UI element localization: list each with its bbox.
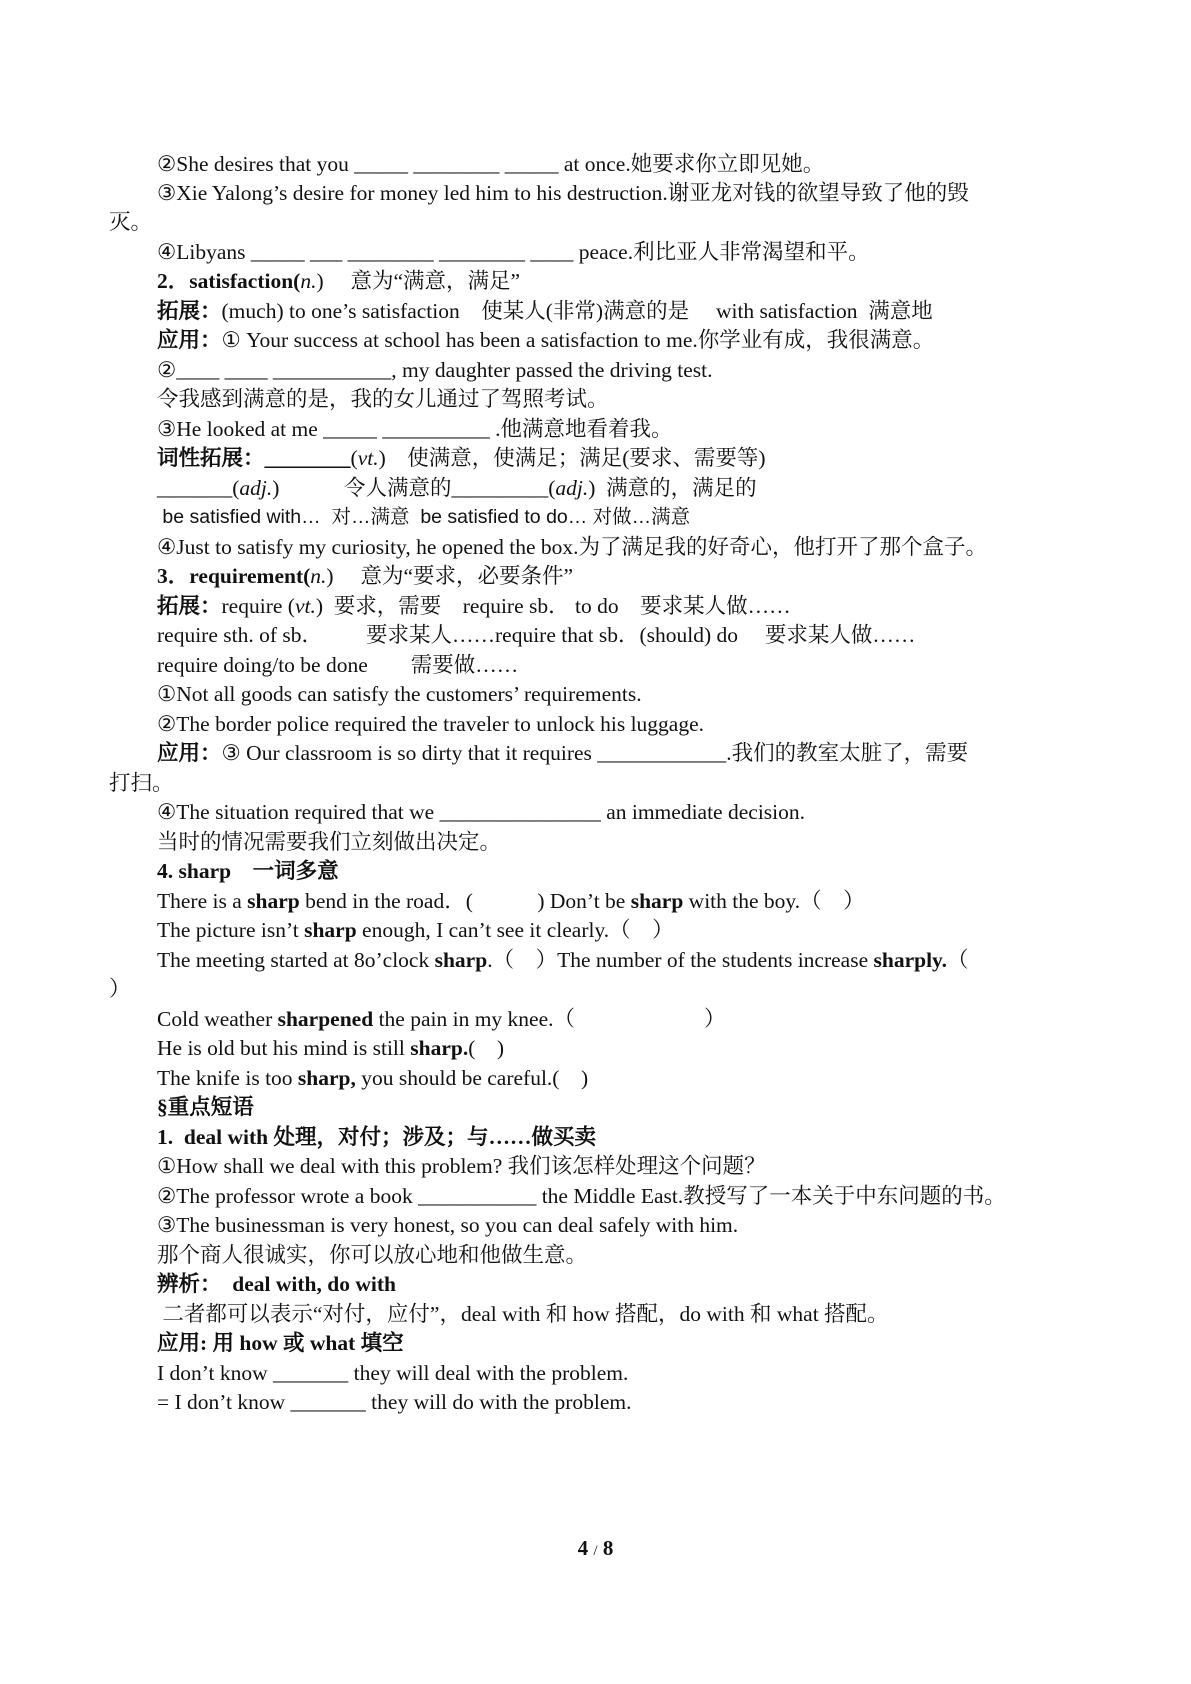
sharp-exercise-line: Cold weather sharpened the pain in my knee.（ ）: [157, 1007, 726, 1031]
distinction-heading: 辨析： deal with, do with: [157, 1272, 396, 1296]
sharp-exercise-line: The meeting started at 8o’clock sharp.（ ）The number of the students increase sharply.（: [157, 948, 969, 972]
extension-line: require doing/to be done 需要做……: [157, 653, 519, 677]
fill-in-line: I don’t know _______ they will deal with the problem.: [157, 1361, 629, 1385]
application-line: 应用：③ Our classroom is so dirty that it requires ____________.我们的教室太脏了，需要: [157, 741, 969, 765]
example-line: ②The professor wrote a book ___________ the Middle East.教授写了一本关于中东问题的书。: [157, 1184, 1006, 1208]
example-line: ①Not all goods can satisfy the customers’ requirements.: [157, 682, 642, 706]
example-line: ④The situation required that we _______________ an immediate decision.: [157, 800, 806, 824]
sharp-exercise-line: The picture isn’t sharp enough, I can’t see it clearly.（ ）: [157, 918, 674, 942]
extension-line: require sth. of sb． 要求某人……require that sb．(should) do 要求某人做……: [157, 623, 916, 647]
application-heading: 应用: 用 how 或 what 填空: [157, 1331, 404, 1355]
fill-in-line: = I don’t know _______ they will do with the problem.: [157, 1390, 632, 1414]
sharp-exercise-line: There is a sharp bend in the road．( ) Don’t be sharp with the boy.（ ）: [157, 889, 865, 913]
page-number: 4 / 8: [577, 1536, 614, 1560]
example-line: ③Xie Yalong’s desire for money led him to his destruction.谢亚龙对钱的欲望导致了他的毁: [157, 181, 969, 205]
translation-line: 当时的情况需要我们立刻做出决定。: [157, 830, 502, 854]
example-line: ②She desires that you _____ ________ _____ at once.她要求你立即见她。: [157, 152, 825, 176]
sharp-exercise-line: He is old but his mind is still sharp.( ): [157, 1036, 505, 1060]
translation-line: 那个商人很诚实，你可以放心地和他做生意。: [157, 1243, 588, 1267]
sharp-exercise-continuation: ）: [109, 977, 131, 1001]
example-line-continuation: 打扫。: [109, 771, 174, 795]
distinction-explanation: 二者都可以表示“对付，应付”，deal with 和 how 搭配，do with 和 what 搭配。: [157, 1302, 889, 1326]
example-line: ④Libyans _____ ___ ________ ________ ____ peace.利比亚人非常渴望和平。: [157, 240, 870, 264]
sharp-exercise-line: The knife is too sharp, you should be careful.( ): [157, 1066, 589, 1090]
example-line: ①How shall we deal with this problem? 我们该怎样处理这个问题？: [157, 1154, 766, 1178]
phrase-heading-deal-with: 1. deal with 处理，对付；涉及；与……做买卖: [157, 1125, 596, 1149]
example-line: ②The border police required the traveler to unlock his luggage.: [157, 712, 705, 736]
example-line: ②____ ____ ___________, my daughter passed the driving test.: [157, 358, 713, 382]
example-line-continuation: 灭。: [109, 210, 153, 234]
phrase-line: be satisfied with… 对…满意 be satisfied to do… 对做…满意: [157, 506, 691, 528]
example-line: ④Just to satisfy my curiosity, he opened the box.为了满足我的好奇心，他打开了那个盒子。: [157, 535, 988, 559]
section-heading-key-phrases: §重点短语: [157, 1095, 254, 1119]
extension-line: 拓展：(much) to one’s satisfaction 使某人(非常)满意的是 with satisfaction 满意地: [157, 299, 933, 323]
application-line: 应用：① Your success at school has been a satisfaction to me.你学业有成，我很满意。: [157, 328, 935, 352]
example-line: ③He looked at me _____ __________ .他满意地看着我。: [157, 417, 673, 441]
vocab-heading-sharp: 4. sharp 一词多意: [157, 859, 339, 883]
extension-line: 拓展：require (vt.) 要求，需要 require sb． to do 要求某人做……: [157, 594, 791, 618]
vocab-heading-satisfaction: 2．satisfaction(n.) 意为“满意，满足”: [157, 269, 521, 293]
example-line: ③The businessman is very honest, so you can deal safely with him.: [157, 1213, 739, 1237]
word-form-line: _______(adj.) 令人满意的_________(adj.) 满意的，满足的: [157, 476, 757, 500]
translation-line: 令我感到满意的是，我的女儿通过了驾照考试。: [157, 387, 609, 411]
word-form-extension: 词性拓展：________(vt.) 使满意，使满足；满足(要求、需要等): [157, 446, 766, 470]
vocab-heading-requirement: 3．requirement(n.) 意为“要求，必要条件”: [157, 564, 574, 588]
